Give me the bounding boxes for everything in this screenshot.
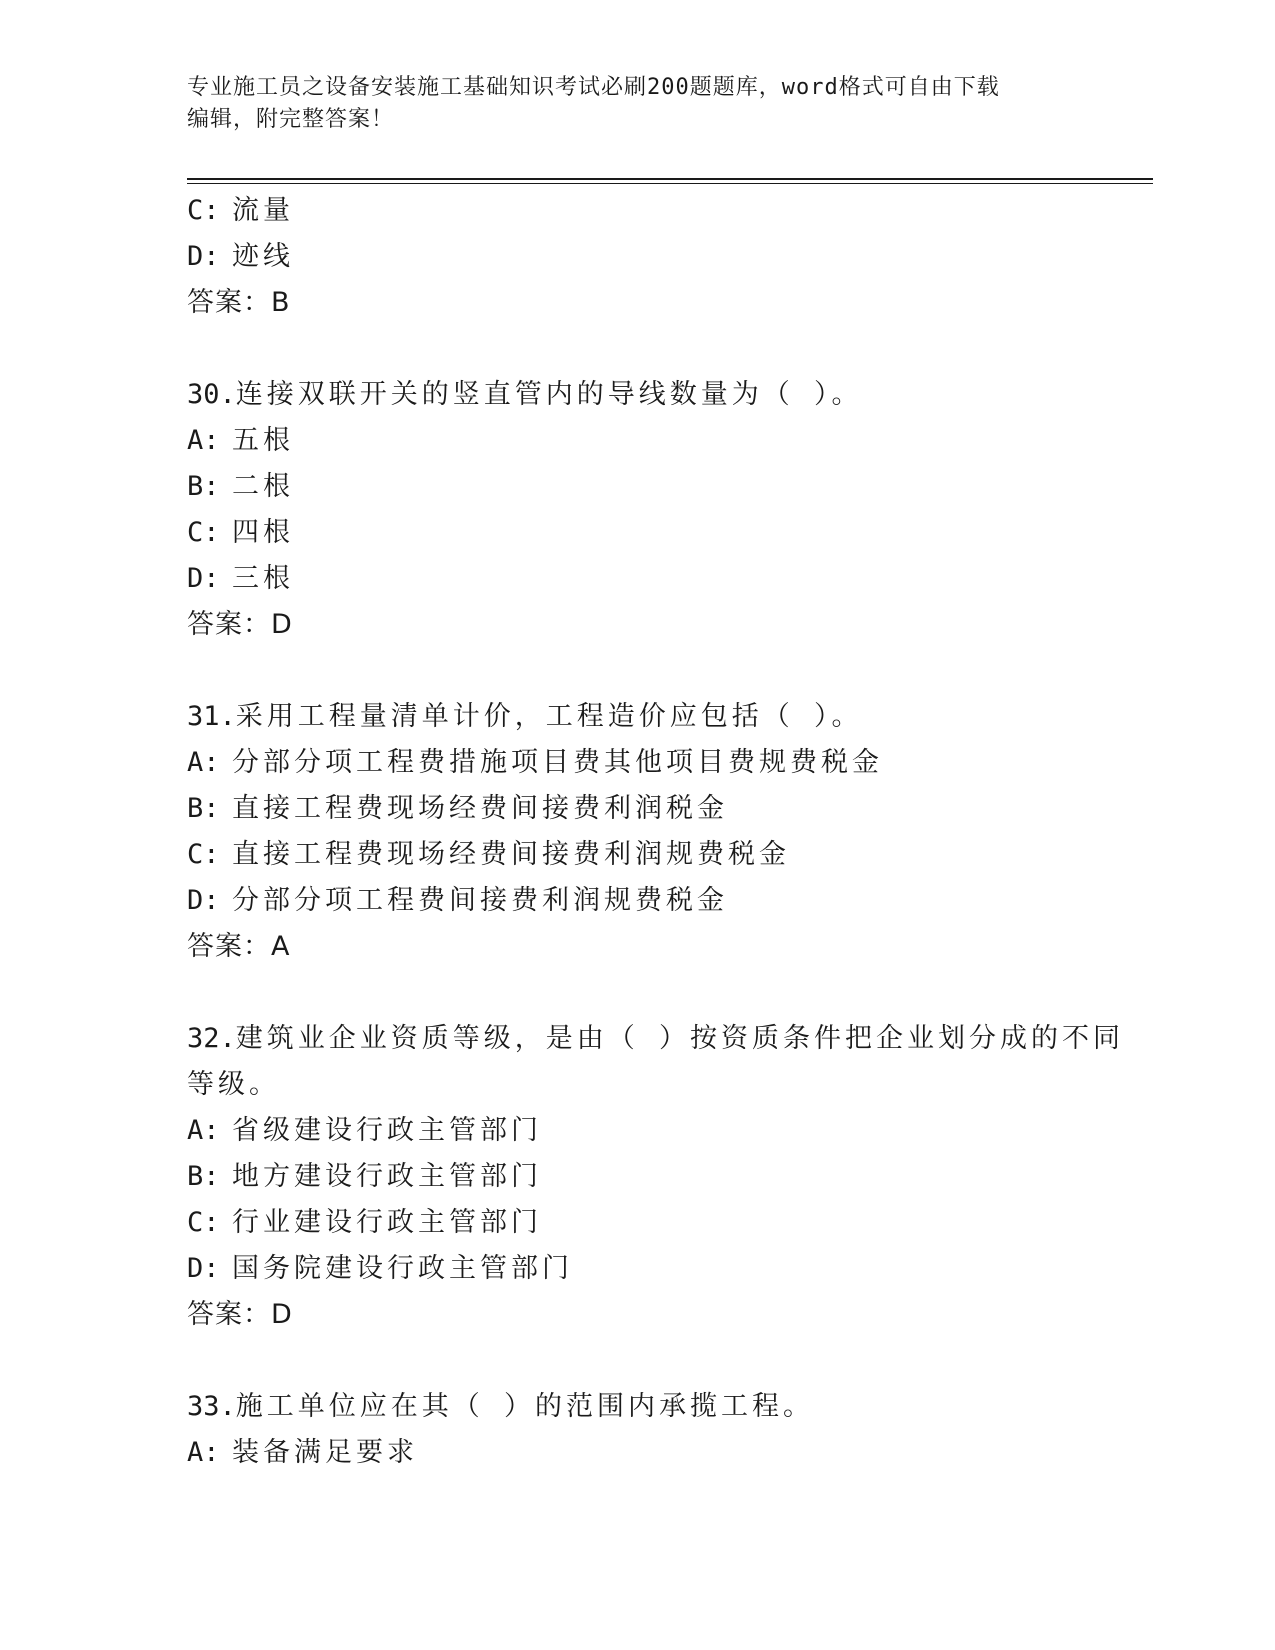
option-text: 三根 bbox=[232, 563, 294, 594]
answer-line: 答案：D bbox=[187, 1299, 293, 1330]
document-header bbox=[187, 72, 1067, 136]
header-divider-thick bbox=[187, 178, 1153, 180]
option-row bbox=[187, 556, 1137, 602]
answer-line: 答案：B bbox=[187, 287, 291, 318]
option-label: C: bbox=[187, 1207, 220, 1238]
option-text: 迹线 bbox=[232, 241, 294, 272]
question-number: 33. bbox=[187, 1391, 236, 1422]
option-row bbox=[187, 832, 1137, 878]
option-label: D: bbox=[187, 1253, 220, 1284]
option-label: A: bbox=[187, 1437, 220, 1468]
option-label: A: bbox=[187, 1115, 220, 1146]
option-row bbox=[187, 740, 1137, 786]
spacer bbox=[187, 326, 1137, 372]
question-stem bbox=[187, 694, 1137, 740]
question-text: 采用工程量清单计价，工程造价应包括（ ）。 bbox=[235, 701, 863, 732]
option-label: D: bbox=[187, 885, 220, 916]
option-label: C: bbox=[187, 195, 220, 226]
option-label: B: bbox=[187, 793, 220, 824]
option-row bbox=[187, 878, 1137, 924]
spacer bbox=[187, 1338, 1137, 1384]
spacer bbox=[187, 648, 1137, 694]
option-row bbox=[187, 188, 1137, 234]
option-label: D: bbox=[187, 241, 220, 272]
option-text: 地方建设行政主管部门 bbox=[232, 1161, 542, 1192]
header-divider-thin bbox=[187, 183, 1153, 184]
header-line-1: 专业施工员之设备安装施工基础知识考试必刷200题题库，word格式可自由下载 bbox=[187, 75, 1000, 100]
option-label: B: bbox=[187, 471, 220, 502]
question-block bbox=[187, 1016, 1137, 1338]
question-text: 施工单位应在其（ ）的范围内承揽工程。 bbox=[235, 1391, 815, 1422]
option-text: 分部分项工程费措施项目费其他项目费规费税金 bbox=[232, 747, 883, 778]
option-row bbox=[187, 1430, 1137, 1476]
option-row bbox=[187, 1108, 1137, 1154]
option-row bbox=[187, 510, 1137, 556]
option-text: 直接工程费现场经费间接费利润规费税金 bbox=[232, 839, 790, 870]
option-label: A: bbox=[187, 747, 220, 778]
option-row bbox=[187, 1154, 1137, 1200]
question-stem bbox=[187, 1384, 1137, 1430]
option-row bbox=[187, 1246, 1137, 1292]
option-row bbox=[187, 234, 1137, 280]
option-text: 省级建设行政主管部门 bbox=[232, 1115, 542, 1146]
option-text: 行业建设行政主管部门 bbox=[232, 1207, 542, 1238]
option-text: 国务院建设行政主管部门 bbox=[232, 1253, 573, 1284]
question-block bbox=[187, 694, 1137, 970]
question-block bbox=[187, 1384, 1137, 1476]
answer-line: 答案：A bbox=[187, 931, 291, 962]
option-label: C: bbox=[187, 517, 220, 548]
option-text: 二根 bbox=[232, 471, 294, 502]
question-block bbox=[187, 372, 1137, 648]
question-stem bbox=[187, 372, 1137, 418]
question-list bbox=[187, 188, 1137, 1476]
option-text: 分部分项工程费间接费利润规费税金 bbox=[232, 885, 728, 916]
question-block-partial bbox=[187, 188, 1137, 326]
option-text: 流量 bbox=[232, 195, 294, 226]
option-text: 五根 bbox=[232, 425, 294, 456]
option-row bbox=[187, 464, 1137, 510]
option-label: C: bbox=[187, 839, 220, 870]
question-text: 连接双联开关的竖直管内的导线数量为（ ）。 bbox=[235, 379, 863, 410]
question-number: 31. bbox=[187, 701, 236, 732]
option-row bbox=[187, 418, 1137, 464]
option-label: A: bbox=[187, 425, 220, 456]
option-text: 四根 bbox=[232, 517, 294, 548]
option-text: 装备满足要求 bbox=[232, 1437, 418, 1468]
question-text: 建筑业企业资质等级，是由（ ）按资质条件把企业划分成的不同 bbox=[235, 1023, 1125, 1054]
question-number: 30. bbox=[187, 379, 236, 410]
option-row bbox=[187, 1200, 1137, 1246]
question-stem-continuation: 等级。 bbox=[187, 1069, 280, 1100]
option-row bbox=[187, 786, 1137, 832]
option-label: B: bbox=[187, 1161, 220, 1192]
option-label: D: bbox=[187, 563, 220, 594]
option-text: 直接工程费现场经费间接费利润税金 bbox=[232, 793, 728, 824]
question-stem bbox=[187, 1016, 1137, 1062]
answer-line: 答案：D bbox=[187, 609, 293, 640]
question-number: 32. bbox=[187, 1023, 236, 1054]
header-line-2: 编辑，附完整答案！ bbox=[187, 107, 395, 132]
spacer bbox=[187, 970, 1137, 1016]
